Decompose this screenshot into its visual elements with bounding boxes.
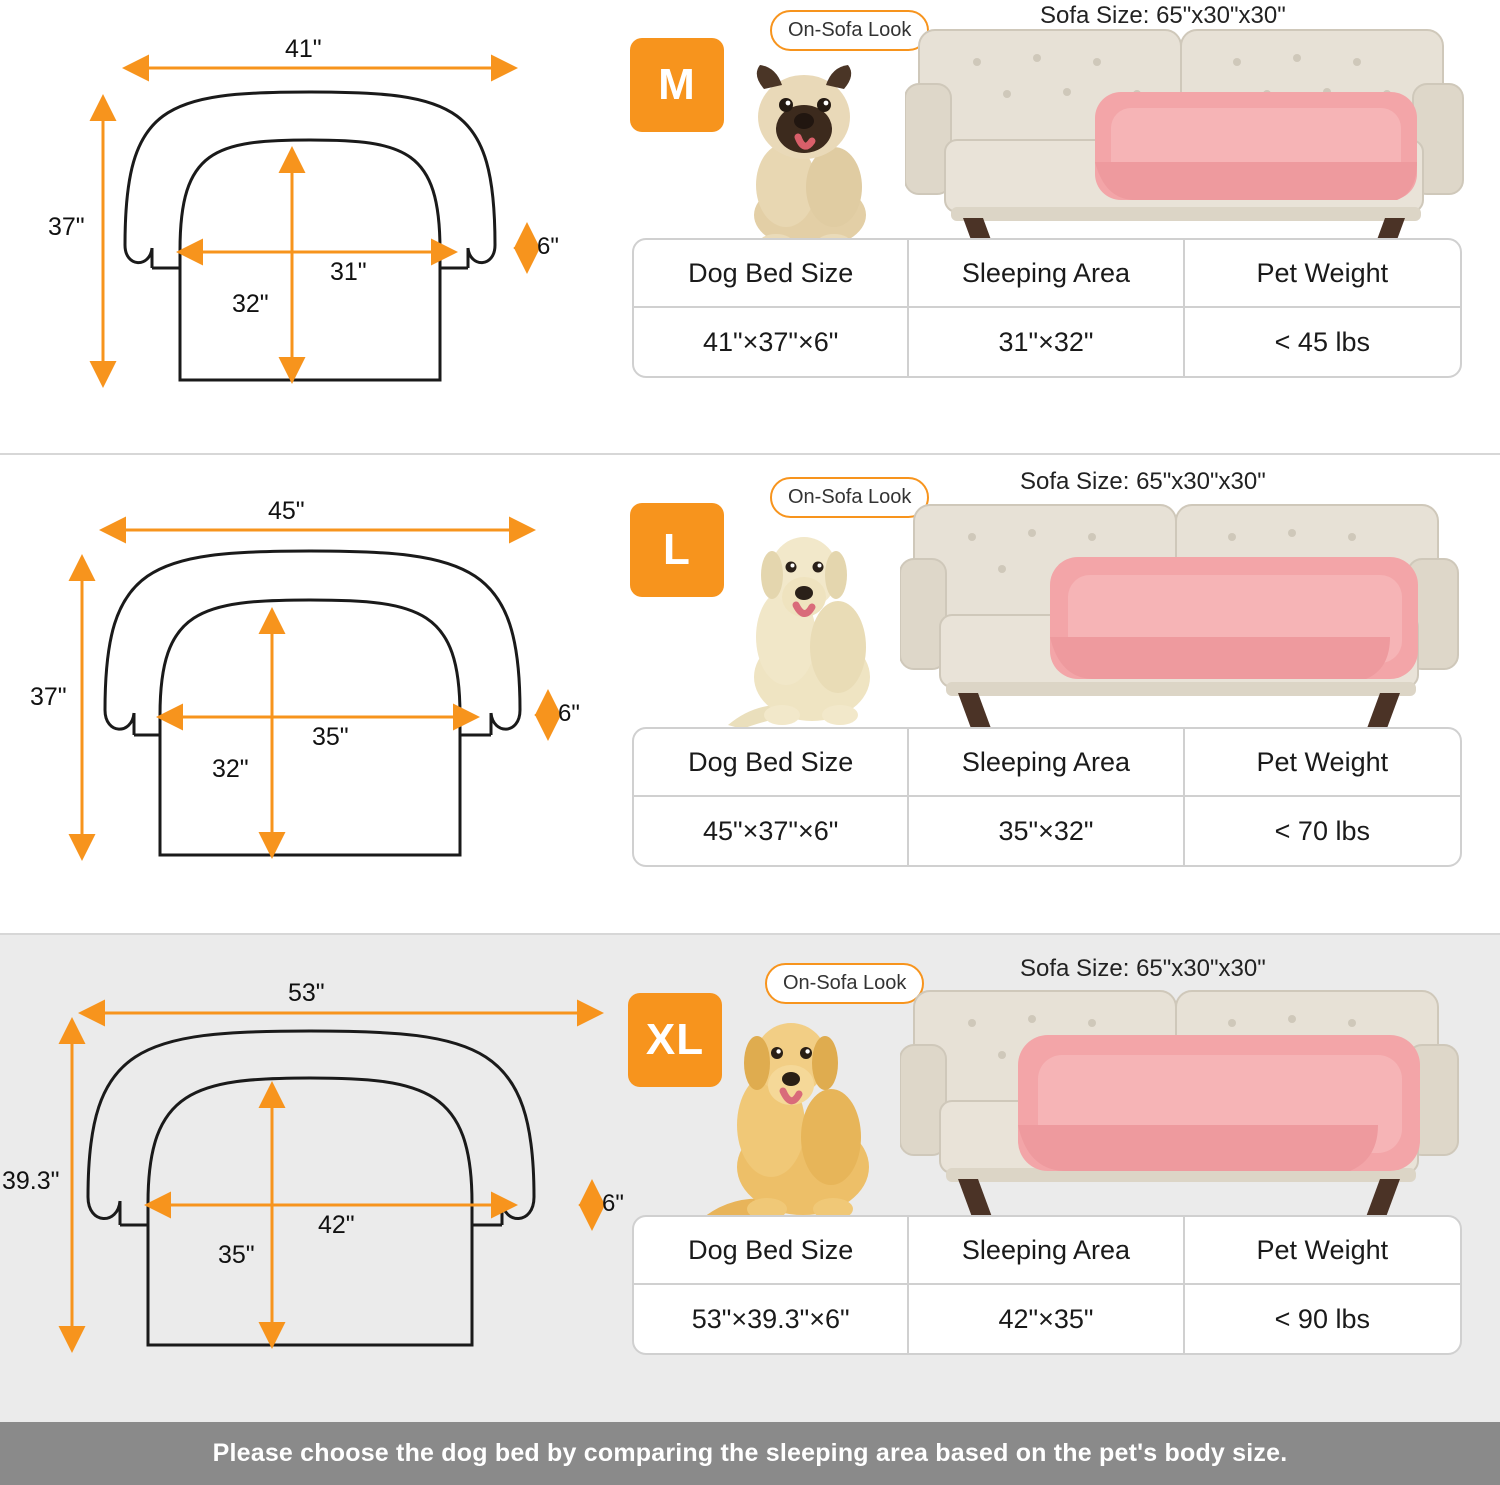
- dim-bolster-height-xl: 6": [602, 1190, 624, 1217]
- sofa-size-label-m: Sofa Size: 65"x30"x30": [1040, 2, 1286, 29]
- dim-outer-width-xl: 53": [288, 979, 325, 1007]
- on-sofa-look-label-m: On-Sofa Look: [770, 10, 929, 51]
- sofa-illustration-l: [900, 497, 1460, 732]
- header-bed-size-m: Dog Bed Size: [634, 240, 909, 308]
- value-bed-size-xl: 53"×39.3"×6": [634, 1285, 909, 1353]
- sofa-size-label-l: Sofa Size: 65"x30"x30": [1020, 468, 1266, 495]
- on-sofa-look-label-l: On-Sofa Look: [770, 477, 929, 518]
- footer-note: Please choose the dog bed by comparing the sleeping area based on the pet's body size.: [0, 1422, 1500, 1485]
- size-badge-m: M: [630, 38, 724, 132]
- value-sleeping-area-l: 35"×32": [909, 797, 1184, 865]
- header-pet-weight-l: Pet Weight: [1185, 729, 1460, 797]
- dim-inner-width-xl: 42": [318, 1211, 355, 1239]
- size-row-l: [0, 455, 1500, 935]
- header-sleeping-area-xl: Sleeping Area: [909, 1217, 1184, 1285]
- sofa-size-label-xl: Sofa Size: 65"x30"x30": [1020, 955, 1266, 982]
- header-bed-size-xl: Dog Bed Size: [634, 1217, 909, 1285]
- header-sleeping-area-m: Sleeping Area: [909, 240, 1184, 308]
- product-photo-area-m: [620, 0, 1500, 453]
- size-badge-xl: XL: [628, 993, 722, 1087]
- dim-outer-width-m: 41": [285, 35, 322, 63]
- value-pet-weight-m: < 45 lbs: [1274, 326, 1370, 357]
- pink-bed-on-sofa-m: [1095, 92, 1417, 200]
- pink-bed-on-sofa-l: [1050, 557, 1418, 679]
- size-row-xl: [0, 935, 1500, 1427]
- value-sleeping-area-m: 31"×32": [909, 308, 1184, 376]
- header-pet-weight-m: Pet Weight: [1185, 240, 1460, 308]
- dim-outer-height-m: 37": [48, 213, 85, 241]
- spec-table-l: [632, 727, 1462, 867]
- value-sleeping-area-xl: 42"×35": [909, 1285, 1184, 1353]
- sofa-illustration-xl: [900, 983, 1460, 1218]
- bed-dimension-diagram-xl: [0, 935, 624, 1425]
- on-sofa-look-label-xl: On-Sofa Look: [765, 963, 924, 1004]
- header-sleeping-area-l: Sleeping Area: [909, 729, 1184, 797]
- spec-table-xl: [632, 1215, 1462, 1355]
- dim-bolster-height-m: 6": [537, 233, 559, 260]
- product-photo-area-l: [620, 455, 1500, 933]
- dim-outer-height-xl: 39.3": [2, 1167, 60, 1195]
- dog-photo-pug: [730, 55, 890, 255]
- value-pet-weight-xl: < 90 lbs: [1274, 1303, 1370, 1334]
- product-photo-area-xl: [620, 935, 1500, 1425]
- value-bed-size-l: 45"×37"×6": [634, 797, 909, 865]
- dim-inner-height-l: 32": [212, 755, 249, 783]
- value-bed-size-m: 41"×37"×6": [634, 308, 909, 376]
- dim-outer-height-l: 37": [30, 683, 67, 711]
- dog-photo-golden-retriever: [695, 1005, 905, 1235]
- dim-inner-width-m: 31": [330, 258, 367, 286]
- size-badge-l: L: [630, 503, 724, 597]
- header-pet-weight-xl: Pet Weight: [1185, 1217, 1460, 1285]
- bed-dimension-diagram-m: [0, 0, 620, 453]
- dim-inner-width-l: 35": [312, 723, 349, 751]
- sofa-illustration-m: [905, 22, 1465, 257]
- header-bed-size-l: Dog Bed Size: [634, 729, 909, 797]
- dim-bolster-height-l: 6": [558, 700, 580, 727]
- dog-photo-labrador: [720, 517, 900, 737]
- dim-outer-width-l: 45": [268, 497, 305, 525]
- pink-bed-on-sofa-xl: [1018, 1035, 1420, 1171]
- dim-inner-height-xl: 35": [218, 1241, 255, 1269]
- value-pet-weight-l: < 70 lbs: [1274, 815, 1370, 846]
- dim-inner-height-m: 32": [232, 290, 269, 318]
- spec-table-m: [632, 238, 1462, 378]
- size-row-m: [0, 0, 1500, 455]
- bed-dimension-diagram-l: [0, 455, 620, 933]
